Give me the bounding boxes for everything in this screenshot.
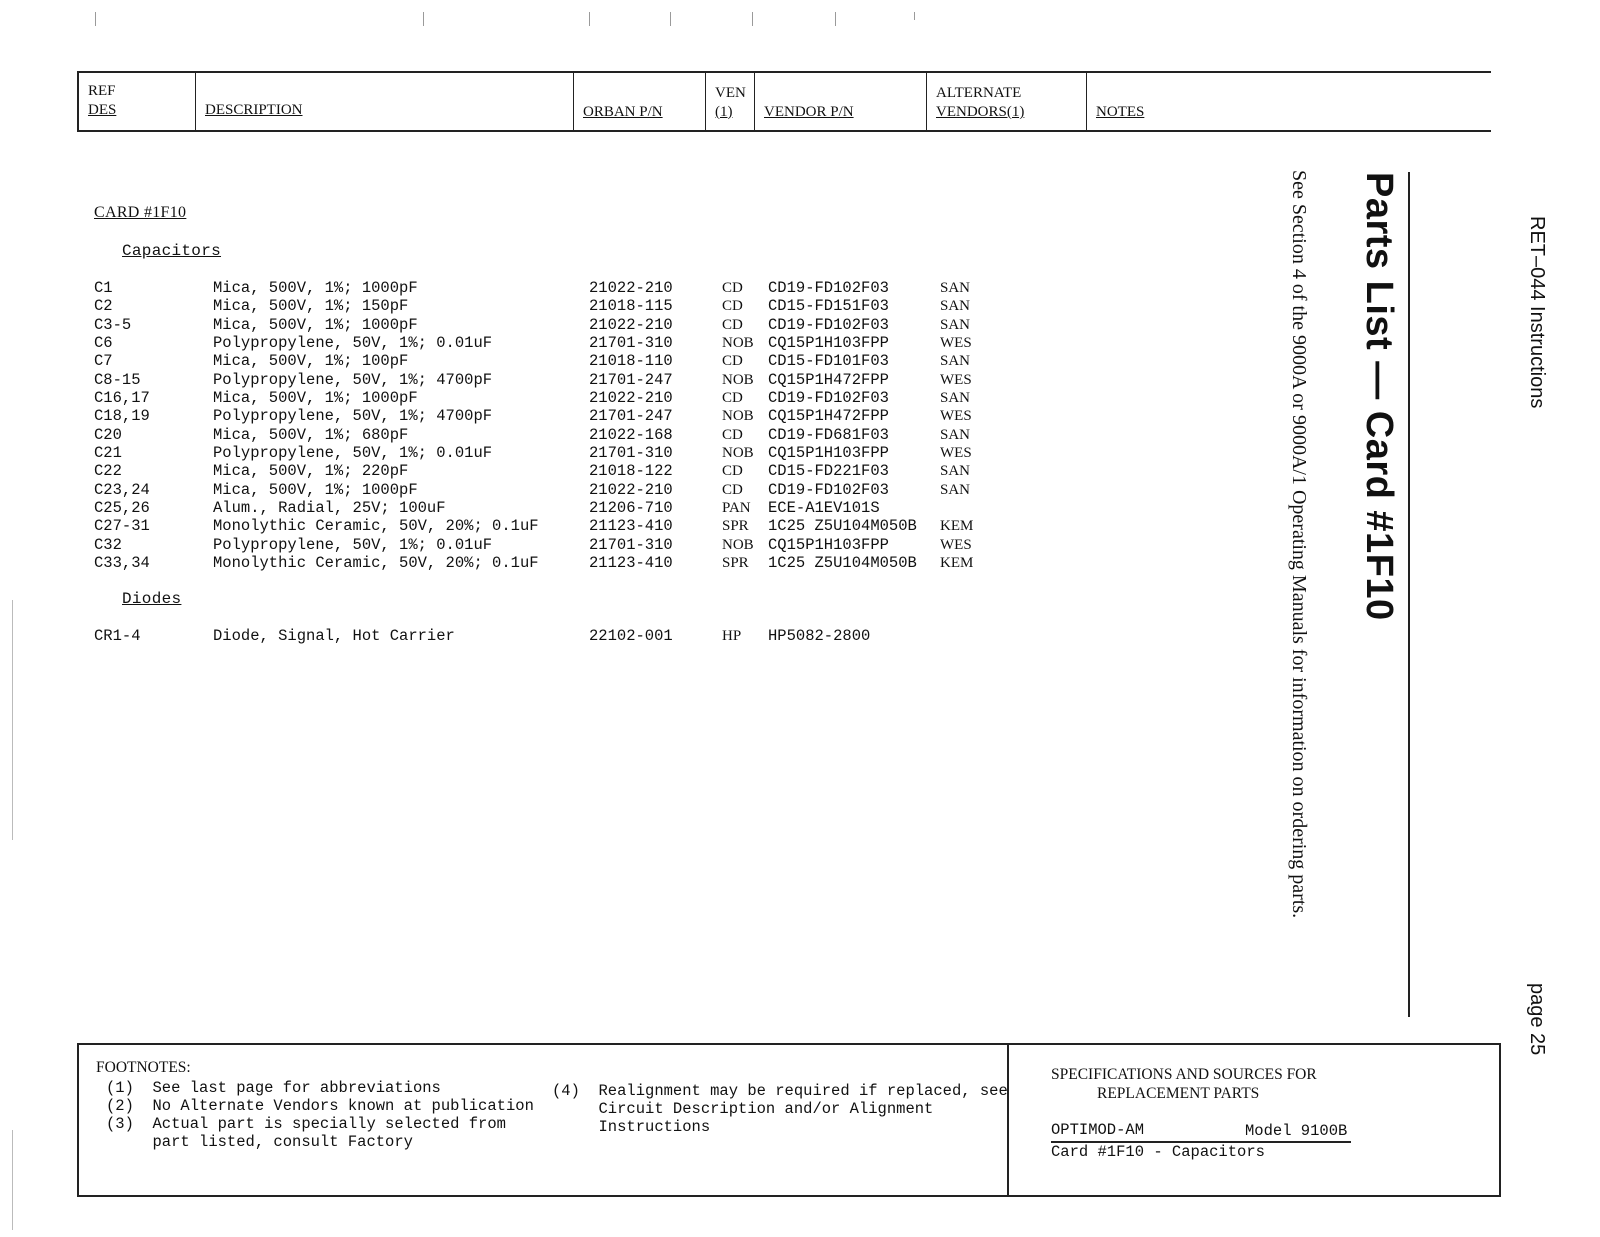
ref-des-cell: C22: [94, 462, 122, 481]
alternate-vendor-cell: SAN: [940, 463, 971, 480]
ref-des-cell: C23,24: [94, 480, 150, 499]
description-cell: Monolythic Ceramic, 50V, 20%; 0.1uF: [213, 553, 539, 572]
ref-des-cell: C25,26: [94, 498, 150, 517]
orban-pn-cell: 21022-210: [589, 315, 673, 334]
description-cell: Mica, 500V, 1%; 1000pF: [213, 315, 418, 334]
vendor-pn-cell: ECE-A1EV101S: [768, 498, 880, 517]
ref-des-cell: C16,17: [94, 388, 150, 407]
orban-pn-cell: 21018-115: [589, 297, 673, 316]
description-cell: Mica, 500V, 1%; 220pF: [213, 462, 409, 481]
header-divider: [754, 73, 755, 130]
footnote-3: (3) Actual part is specially selected from: [106, 1115, 506, 1133]
scan-mark: [835, 12, 836, 26]
header-notes: NOTES: [1096, 104, 1145, 120]
ref-des-cell: C18,19: [94, 407, 150, 426]
header-divider: [705, 73, 706, 130]
orban-pn-cell: 21701-310: [589, 443, 673, 462]
vendor-pn-cell: CQ15P1H103FPP: [768, 333, 889, 352]
alternate-vendor-cell: WES: [940, 371, 972, 388]
vendor-pn-cell: CD15-FD151F03: [768, 297, 889, 316]
diodes-heading: Diodes: [122, 590, 182, 608]
vendor-pn-cell: CD19-FD681F03: [768, 425, 889, 444]
parts-list-title: Parts List — Card #1F10: [1358, 172, 1400, 621]
ref-des-cell: C27-31: [94, 517, 150, 536]
header-ref-line1: REF: [88, 83, 116, 99]
spec-title-line2: REPLACEMENT PARTS: [1097, 1085, 1260, 1102]
alternate-vendor-cell: SAN: [940, 316, 971, 333]
description-cell: Mica, 500V, 1%; 100pF: [213, 352, 409, 371]
orban-pn-cell: 21022-210: [589, 279, 673, 297]
alternate-vendor-cell: SAN: [940, 280, 971, 296]
alternate-vendor-cell: SAN: [940, 353, 971, 370]
orban-pn-cell: 21701-247: [589, 370, 673, 389]
ref-des-cell: C1: [94, 279, 113, 297]
description-cell: Polypropylene, 50V, 1%; 0.01uF: [213, 535, 493, 554]
orban-pn-cell: 21701-247: [589, 407, 673, 426]
header-ven-line1: VEN: [715, 85, 746, 101]
description-cell: Alum., Radial, 25V; 100uF: [213, 498, 446, 517]
orban-pn-cell: 21123-410: [589, 553, 673, 572]
orban-pn-cell: 21701-310: [589, 535, 673, 554]
vendor-pn-cell: CQ15P1H472FPP: [768, 407, 889, 426]
header-divider: [195, 73, 196, 130]
vendor-cell: CD: [722, 298, 743, 315]
orban-pn-cell: 21701-310: [589, 333, 673, 352]
orban-pn-cell: 21022-210: [589, 480, 673, 499]
footnote-1: (1) See last page for abbreviations: [106, 1079, 441, 1097]
vendor-cell: NOB: [722, 408, 754, 425]
header-divider: [573, 73, 574, 130]
orban-pn-cell: 21206-710: [589, 498, 673, 517]
vendor-cell: CD: [722, 353, 743, 370]
vendor-pn-cell: CD19-FD102F03: [768, 279, 889, 297]
vendor-pn-cell: CQ15P1H103FPP: [768, 443, 889, 462]
spec-title-line1: SPECIFICATIONS AND SOURCES FOR: [1051, 1066, 1317, 1083]
ref-des-cell: C21: [94, 443, 122, 462]
footnote-2: (2) No Alternate Vendors known at publication: [106, 1097, 534, 1115]
scan-mark: [589, 12, 590, 26]
scan-edge: [12, 600, 13, 840]
description-cell: Diode, Signal, Hot Carrier: [213, 627, 455, 645]
vendor-pn-cell: CQ15P1H103FPP: [768, 535, 889, 554]
description-cell: Monolythic Ceramic, 50V, 20%; 0.1uF: [213, 517, 539, 536]
document-id: RET–044 Instructions: [1526, 216, 1548, 409]
footnotes-heading: FOOTNOTES:: [96, 1059, 191, 1076]
vendor-cell: SPR: [722, 518, 749, 535]
alternate-vendor-cell: WES: [940, 444, 972, 461]
orban-pn-cell: 21018-122: [589, 462, 673, 481]
description-cell: Polypropylene, 50V, 1%; 4700pF: [213, 407, 493, 426]
vendor-cell: NOB: [722, 444, 754, 461]
alternate-vendor-cell: KEM: [940, 554, 974, 571]
description-cell: Polypropylene, 50V, 1%; 0.01uF: [213, 443, 493, 462]
description-cell: Mica, 500V, 1%; 150pF: [213, 297, 409, 316]
vendor-pn-cell: CD19-FD102F03: [768, 315, 889, 334]
scan-mark: [914, 12, 915, 20]
header-orban-pn: ORBAN P/N: [583, 104, 663, 120]
header-divider: [1086, 73, 1087, 130]
orban-pn-cell: 22102-001: [589, 627, 673, 645]
vendor-cell: CD: [722, 481, 743, 498]
footnote-4: (4) Realignment may be required if replaced, see: [552, 1082, 1008, 1100]
footnote-4-cont: Circuit Description and/or Alignment: [552, 1100, 934, 1118]
ref-des-cell: C8-15: [94, 370, 141, 389]
spec-card: Card #1F10 - Capacitors: [1051, 1143, 1265, 1161]
alternate-vendor-cell: SAN: [940, 426, 971, 443]
header-alt-line2: VENDORS(1): [936, 104, 1025, 120]
alternate-vendor-cell: WES: [940, 408, 972, 425]
scan-mark: [752, 12, 753, 26]
vendor-cell: NOB: [722, 334, 754, 351]
page-number: page 25: [1526, 983, 1548, 1056]
ordering-note: See Section 4 of the 9000A or 9000A/1 Operating Manuals for information on ordering parts.: [1288, 170, 1310, 919]
spec-product: OPTIMOD-AM: [1051, 1121, 1145, 1139]
alternate-vendor-cell: WES: [940, 536, 972, 553]
description-cell: Polypropylene, 50V, 1%; 4700pF: [213, 370, 493, 389]
vendor-pn-cell: HP5082-2800: [768, 627, 871, 645]
vendor-cell: CD: [722, 463, 743, 480]
header-ven-line2: (1): [715, 104, 733, 120]
capacitors-heading: Capacitors: [122, 242, 222, 260]
vendor-cell: HP: [722, 628, 742, 644]
vendor-pn-cell: CD15-FD101F03: [768, 352, 889, 371]
vendor-pn-cell: 1C25 Z5U104M050B: [768, 517, 917, 536]
header-divider: [926, 73, 927, 130]
footnote-3-cont: part listed, consult Factory: [106, 1133, 413, 1151]
alternate-vendor-cell: SAN: [940, 481, 971, 498]
description-cell: Mica, 500V, 1%; 1000pF: [213, 279, 418, 297]
scan-mark: [95, 12, 96, 26]
description-cell: Polypropylene, 50V, 1%; 0.01uF: [213, 333, 493, 352]
ref-des-cell: C33,34: [94, 553, 150, 572]
vendor-cell: PAN: [722, 499, 751, 516]
vendor-pn-cell: CD19-FD102F03: [768, 480, 889, 499]
scan-mark: [670, 12, 671, 26]
footnotes-box: [77, 1043, 1009, 1197]
ref-des-cell: CR1-4: [94, 627, 141, 645]
footnote-4-cont2: Instructions: [552, 1118, 711, 1136]
alternate-vendor-cell: SAN: [940, 389, 971, 406]
ref-des-cell: C7: [94, 352, 113, 371]
vendor-cell: SPR: [722, 554, 749, 571]
header-description: DESCRIPTION: [205, 102, 303, 118]
ref-des-cell: C20: [94, 425, 122, 444]
vendor-pn-cell: 1C25 Z5U104M050B: [768, 553, 917, 572]
orban-pn-cell: 21022-210: [589, 388, 673, 407]
vendor-pn-cell: CD19-FD102F03: [768, 388, 889, 407]
alternate-vendor-cell: KEM: [940, 518, 974, 535]
vendor-cell: CD: [722, 280, 743, 296]
vendor-cell: NOB: [722, 536, 754, 553]
alternate-vendor-cell: SAN: [940, 298, 971, 315]
description-cell: Mica, 500V, 1%; 680pF: [213, 425, 409, 444]
card-heading: CARD #1F10: [94, 204, 187, 221]
header-alt-line1: ALTERNATE: [936, 85, 1022, 101]
title-rule: [1408, 172, 1410, 1017]
scan-edge: [12, 1130, 13, 1230]
ref-des-cell: C6: [94, 333, 113, 352]
spec-model: Model 9100B: [1245, 1122, 1348, 1140]
ref-des-cell: C3-5: [94, 315, 132, 334]
vendor-cell: CD: [722, 316, 743, 333]
orban-pn-cell: 21018-110: [589, 352, 673, 371]
description-cell: Mica, 500V, 1%; 1000pF: [213, 388, 418, 407]
column-header: [77, 71, 1491, 132]
alternate-vendor-cell: WES: [940, 334, 972, 351]
description-cell: Mica, 500V, 1%; 1000pF: [213, 480, 418, 499]
ref-des-cell: C32: [94, 535, 122, 554]
vendor-pn-cell: CD15-FD221F03: [768, 462, 889, 481]
vendor-cell: NOB: [722, 371, 754, 388]
vendor-pn-cell: CQ15P1H472FPP: [768, 370, 889, 389]
orban-pn-cell: 21123-410: [589, 517, 673, 536]
ref-des-cell: C2: [94, 297, 113, 316]
header-ref-line2: DES: [88, 102, 117, 118]
vendor-cell: CD: [722, 426, 743, 443]
spec-box: [1007, 1043, 1501, 1197]
scan-mark: [423, 12, 424, 26]
vendor-cell: CD: [722, 389, 743, 406]
orban-pn-cell: 21022-168: [589, 425, 673, 444]
header-vendor-pn: VENDOR P/N: [764, 104, 854, 120]
